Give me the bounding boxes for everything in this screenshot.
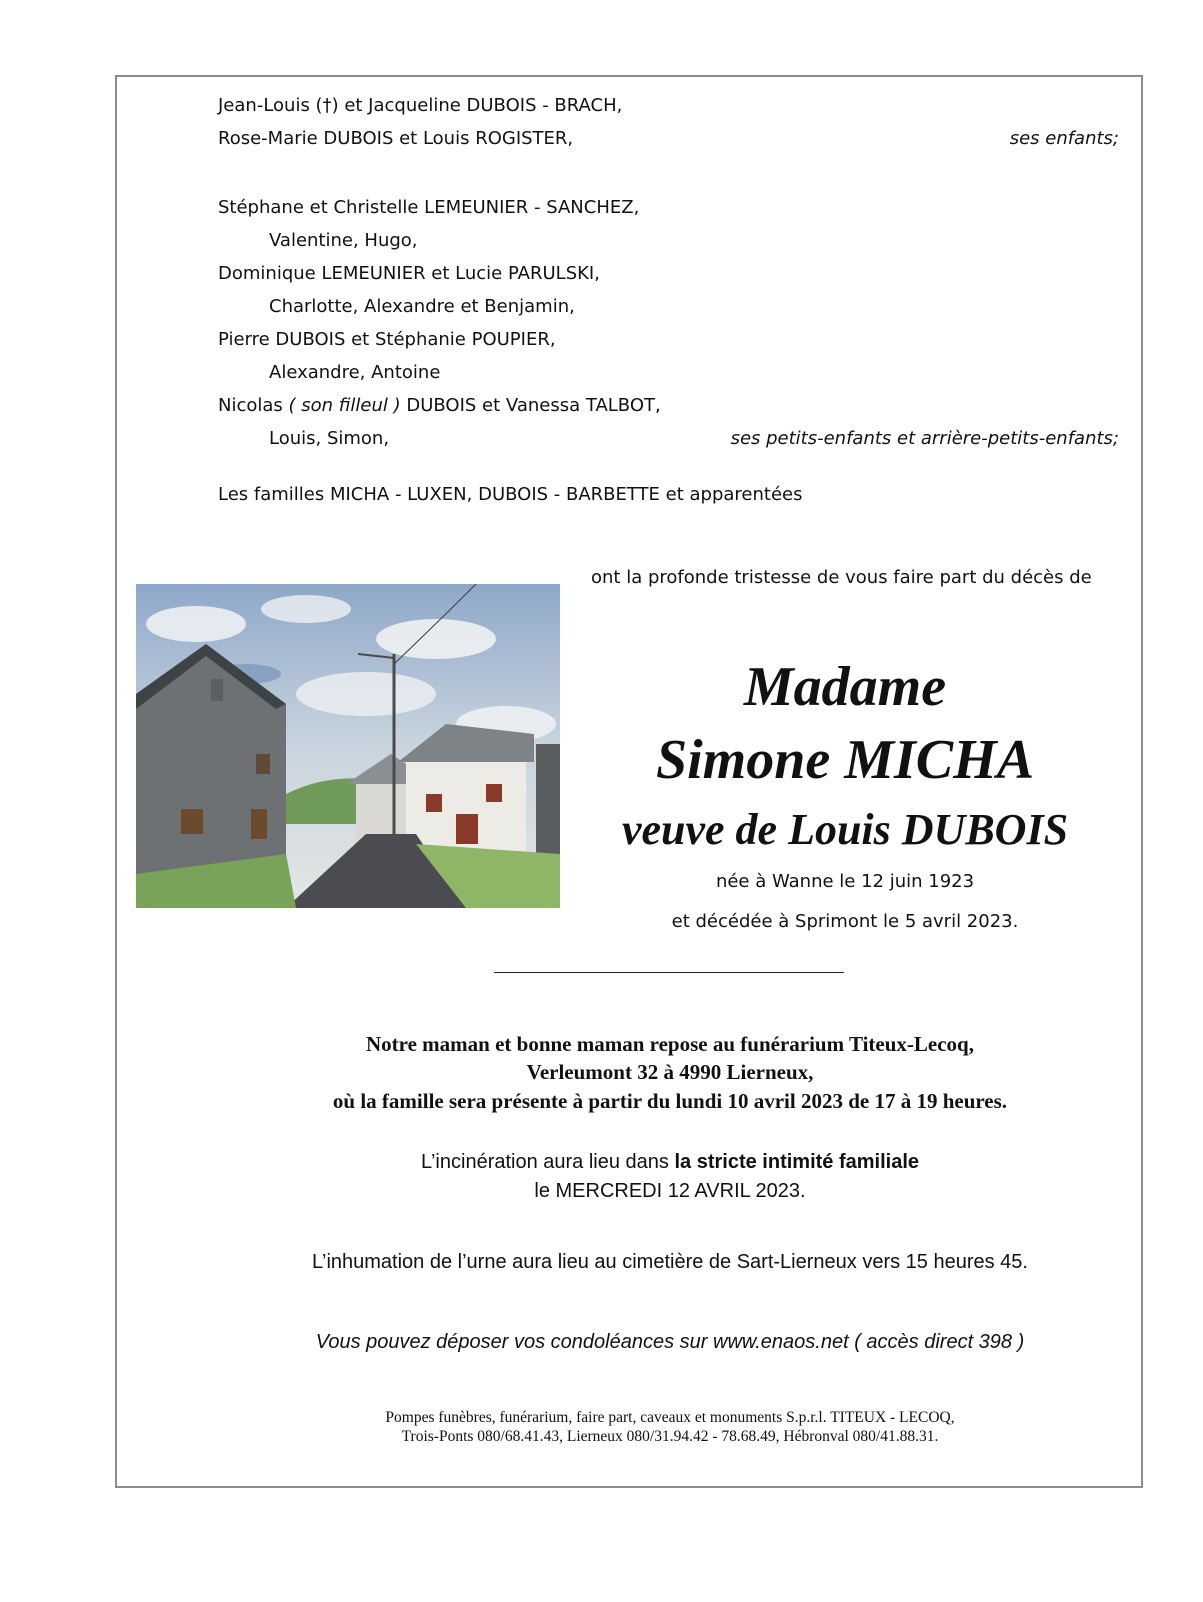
nicolas-note: ( son filleul ) (288, 395, 401, 416)
funerarium-line-2: Verleumont 32 à 4990 Lierneux, (526, 1060, 814, 1084)
incineration-line (115, 1151, 1203, 1174)
village-painting (136, 584, 560, 908)
grandchildren-line-7 (218, 395, 661, 416)
grandchildren-line-2: Valentine, Hugo, (269, 230, 418, 251)
incineration-bold: la stricte intimité familiale (674, 1151, 920, 1173)
footer-line-2: Trois-Ponts 080/68.41.43, Lierneux 080/31.94.42 - 78.68.49, Hébronval 080/41.88.31. (401, 1428, 939, 1445)
deceased-title: Madame (743, 656, 947, 718)
grandchildren-role: ses petits-enfants et arrière-petits-enfants; (730, 428, 1119, 449)
footer-line-1: Pompes funèbres, funérarium, faire part, caveaux et monuments S.p.r.l. TITEUX - LECOQ, (385, 1409, 955, 1426)
deceased-spouse: veuve de Louis DUBOIS (621, 805, 1069, 854)
grandchildren-line-4: Charlotte, Alexandre et Benjamin, (269, 296, 575, 317)
children-role: ses enfants; (1009, 128, 1119, 149)
incineration-start: L’incinération aura lieu dans (420, 1151, 675, 1173)
birth-info: née à Wanne le 12 juin 1923 (715, 871, 975, 892)
nicolas-end: DUBOIS et Vanessa TALBOT, (400, 395, 661, 416)
extended-family: Les familles MICHA - LUXEN, DUBOIS - BARBETTE et apparentées (218, 484, 803, 505)
funerarium-line-3: où la famille sera présente à partir du lundi 10 avril 2023 de 17 à 19 heures. (332, 1089, 1008, 1113)
children-line-1: Jean-Louis (†) et Jacqueline DUBOIS - BRACH, (218, 95, 623, 116)
grandchildren-line-8: Louis, Simon, (269, 428, 390, 449)
announcement-intro: ont la profonde tristesse de vous faire part du décès de (591, 567, 1092, 588)
grandchildren-line-3: Dominique LEMEUNIER et Lucie PARULSKI, (218, 263, 600, 284)
incineration-date: le MERCREDI 12 AVRIL 2023. (534, 1180, 806, 1202)
separator-line (494, 972, 844, 973)
inhumation-line: L’inhumation de l’urne aura lieu au cimetière de Sart-Lierneux vers 15 heures 45. (312, 1251, 1028, 1273)
grandchildren-line-5: Pierre DUBOIS et Stéphanie POUPIER, (218, 329, 556, 350)
children-line-2: Rose-Marie DUBOIS et Louis ROGISTER, (218, 128, 574, 149)
grandchildren-line-6: Alexandre, Antoine (269, 362, 441, 383)
condolences-line: Vous pouvez déposer vos condoléances sur www.enaos.net ( accès direct 398 ) (315, 1331, 1025, 1353)
death-info: et décédée à Sprimont le 5 avril 2023. (671, 911, 1019, 932)
nicolas-start: Nicolas (218, 395, 289, 416)
deceased-name: Simone MICHA (655, 729, 1035, 791)
grandchildren-line-1: Stéphane et Christelle LEMEUNIER - SANCHEZ, (218, 197, 640, 218)
funerarium-line-1: Notre maman et bonne maman repose au funérarium Titeux-Lecoq, (365, 1032, 974, 1056)
